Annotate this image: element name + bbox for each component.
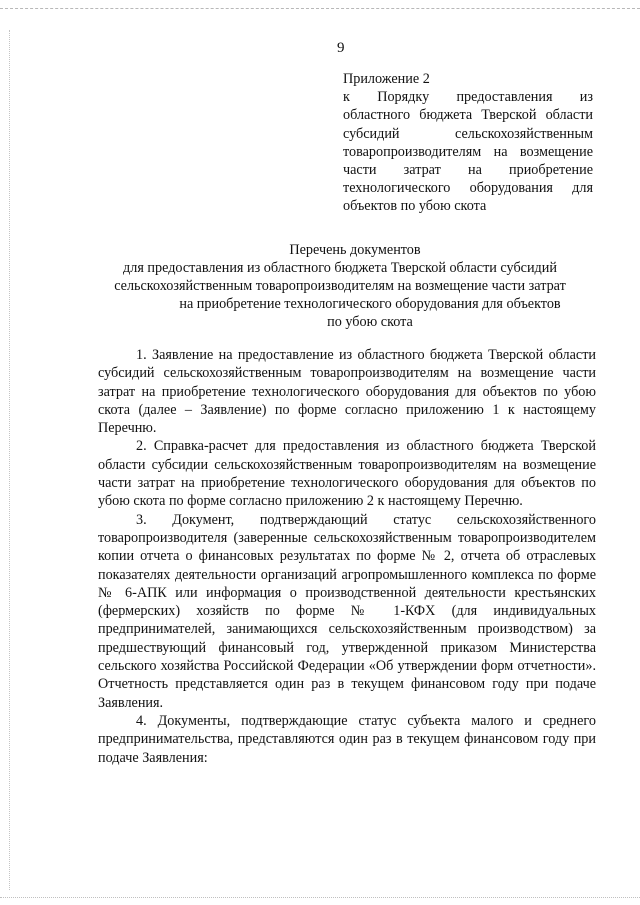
appendix-line: технологического оборудования для [343,180,593,197]
page-number: 9 [337,40,345,56]
document-title [100,241,610,331]
scan-edge-bottom [0,897,640,898]
list-item: 4. Документы, подтверждающие статус субъекта малого и среднего предпринимательства, представляются один раз в текущем финансовом году при подаче Заявления: [98,712,596,766]
appendix-line: Приложение 2 [343,71,430,87]
list-item: 3. Документ, подтверждающий статус сельскохозяйственного товаропроизводителя (заверенные сельскохозяйственным товаропроизводителем копии отчета о финансовых результатах по форме № 2, отчета об отраслевых показателях деятельности организаций агропромышленного комплекса по форме № 6-АПК или информация о производственной деятельности крестьянских (фермерских) хозяйств по форме № 1-КФХ (для индивидуальных предпринимателей, занимающихся сельскохозяйственным производством) за предшествующий финансовый год, утвержденной приказом Министерства сельского хозяйства Российской Федерации «Об утверждении форм отчетности». Отчетность представляется один раз в текущем финансовом году при подаче Заявления. [98,511,596,711]
scan-edge-left [9,30,10,890]
appendix-line: товаропроизводителям на возмещение [343,143,593,160]
title-line: Перечень документов [289,242,421,258]
list-item: 1. Заявление на предоставление из областного бюджета Тверской области субсидий сельскохозяйственным товаропроизводителям на возмещение части затрат на приобретение технологического оборудования для объектов по убою скота (далее – Заявление) по форме согласно приложению 1 к настоящему Перечню. [98,347,596,437]
appendix-block [343,70,593,216]
title-line: на приобретение технологического оборудования для объектов [179,296,561,312]
appendix-line: объектов по убою скота [343,198,487,215]
list-item: 2. Справка-расчет для предоставления из областного бюджета Тверской области субсидии сельскохозяйственным товаропроизводителям на возмещение части затрат на приобретение технологического оборудования для объектов по убою скота по форме согласно приложению 2 к настоящему Перечню. [98,438,596,510]
appendix-line: к Порядку предоставления из [343,89,593,106]
appendix-line: части затрат на приобретение [343,162,593,179]
appendix-line: субсидий сельскохозяйственным [343,125,593,142]
document-body [98,346,596,767]
scan-edge-top [0,8,640,9]
title-line: по убою скота [327,314,413,330]
appendix-line: областного бюджета Тверской области [343,107,593,124]
title-line: сельскохозяйственным товаропроизводителям на возмещение части затрат [114,278,566,294]
title-line: для предоставления из областного бюджета Тверской области субсидий [123,260,557,276]
